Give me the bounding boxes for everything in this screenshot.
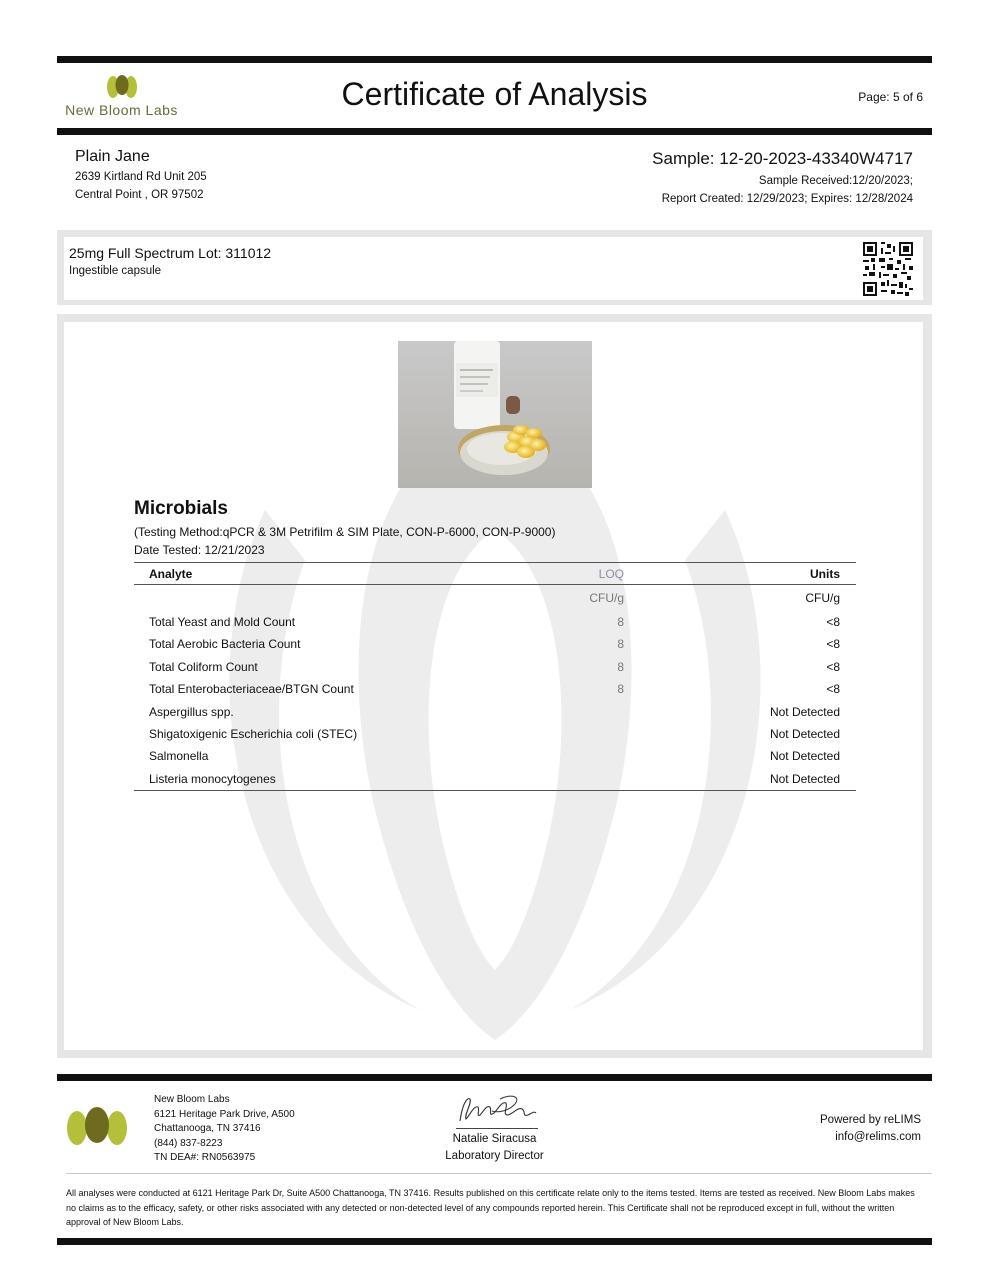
loq-unit: CFU/g bbox=[589, 591, 624, 605]
analyte-result: Not Detected bbox=[769, 726, 840, 741]
document-title: Certificate of Analysis bbox=[341, 76, 648, 112]
analyte-name: Total Aerobic Bacteria Count bbox=[149, 637, 301, 652]
product-name: 25mg Full Spectrum Lot: 311012 bbox=[69, 245, 272, 261]
table-row bbox=[134, 633, 856, 655]
signer-title: Laboratory Director bbox=[445, 1150, 544, 1162]
analyte-result: <8 bbox=[826, 637, 840, 652]
logo-text: New Bloom Labs bbox=[65, 102, 178, 118]
disclaimer-text: All analyses were conducted at 6121 Heritage Park Dr, Suite A500 Chattanooga, TN 37416. Results published on this certificate relate only to the items tested. Items are tested as received. New Bloom Labs makes no claims as to the efficacy, safety, or other risks associated with any detected or non-detected level of any compounds reported herein. This Certificate shall not be reproduced except in full, without the written approval of New Bloom Labs. bbox=[66, 1188, 915, 1227]
column-header-units: Units bbox=[810, 567, 840, 581]
client-address-line1: 2639 Kirtland Rd Unit 205 bbox=[75, 171, 207, 183]
contact-email[interactable]: info@relims.com bbox=[835, 1130, 921, 1143]
analyte-result: Not Detected bbox=[769, 771, 840, 786]
table-row bbox=[134, 768, 856, 790]
analyte-loq: 8 bbox=[617, 682, 624, 697]
qr-code-icon bbox=[863, 242, 913, 296]
signature-image bbox=[452, 1093, 542, 1127]
table-row bbox=[134, 723, 856, 745]
analyte-result: Not Detected bbox=[769, 749, 840, 764]
footer-top-bar bbox=[57, 1074, 932, 1081]
sample-received: Sample Received:12/20/2023; bbox=[758, 175, 913, 187]
analyte-result: <8 bbox=[826, 659, 840, 674]
header-bottom-bar bbox=[57, 128, 932, 135]
lab-address2: Chattanooga, TN 37416 bbox=[154, 1123, 261, 1135]
analyte-name: Salmonella bbox=[149, 749, 209, 764]
result-unit: CFU/g bbox=[805, 591, 840, 605]
analyte-name: Total Enterobacteriaceae/BTGN Count bbox=[149, 682, 354, 697]
page-number: Page: 5 of 6 bbox=[858, 90, 923, 104]
analyte-name: Aspergillus spp. bbox=[149, 704, 234, 719]
client-address-line2: Central Point , OR 97502 bbox=[75, 189, 204, 201]
lab-dea: TN DEA#: RN0563975 bbox=[154, 1152, 256, 1164]
analyte-loq: 8 bbox=[617, 615, 624, 629]
column-header-analyte: Analyte bbox=[149, 567, 193, 581]
table-row bbox=[134, 745, 856, 767]
analyte-name: Listeria monocytogenes bbox=[149, 771, 276, 786]
section-title: Microbials bbox=[134, 498, 228, 519]
table-row bbox=[134, 656, 856, 678]
signature-line bbox=[456, 1128, 538, 1129]
table-header bbox=[134, 563, 856, 585]
sample-photo bbox=[398, 341, 592, 488]
analyte-name: Total Coliform Count bbox=[149, 659, 258, 674]
column-header-loq: LOQ bbox=[598, 567, 624, 581]
analyte-result: Not Detected bbox=[769, 704, 840, 719]
top-border-bar bbox=[57, 56, 932, 63]
analyte-name: Total Yeast and Mold Count bbox=[149, 615, 296, 629]
analyte-loq: 8 bbox=[617, 659, 624, 674]
bottom-border-bar bbox=[57, 1238, 932, 1245]
footer-divider bbox=[66, 1173, 932, 1174]
powered-by-block bbox=[820, 1112, 921, 1145]
powered-by: Powered by reLIMS bbox=[820, 1114, 921, 1126]
analyte-name: Shigatoxigenic Escherichia coli (STEC) bbox=[149, 726, 358, 741]
lab-name: New Bloom Labs bbox=[154, 1094, 230, 1105]
analyte-loq: 8 bbox=[617, 637, 624, 652]
client-name: Plain Jane bbox=[75, 148, 150, 165]
date-tested: Date Tested: 12/21/2023 bbox=[134, 543, 265, 557]
analyte-result: <8 bbox=[826, 682, 840, 697]
table-row bbox=[134, 678, 856, 700]
signer-name: Natalie Siracusa bbox=[452, 1133, 537, 1145]
table-row bbox=[134, 611, 856, 633]
sample-id: Sample: 12-20-2023-43340W4717 bbox=[652, 149, 913, 168]
unit-row bbox=[134, 585, 856, 611]
table-row bbox=[134, 701, 856, 723]
testing-method: (Testing Method:qPCR & 3M Petrifilm & SIM Plate, CON-P-6000, CON-P-9000) bbox=[134, 525, 556, 539]
microbials-table bbox=[134, 562, 856, 791]
report-dates: Report Created: 12/29/2023; Expires: 12/28/2024 bbox=[661, 193, 913, 205]
analyte-result: <8 bbox=[826, 615, 840, 629]
lab-phone: (844) 837-8223 bbox=[154, 1137, 223, 1149]
lab-address1: 6121 Heritage Park Drive, A500 bbox=[154, 1108, 295, 1120]
product-type: Ingestible capsule bbox=[69, 265, 162, 277]
